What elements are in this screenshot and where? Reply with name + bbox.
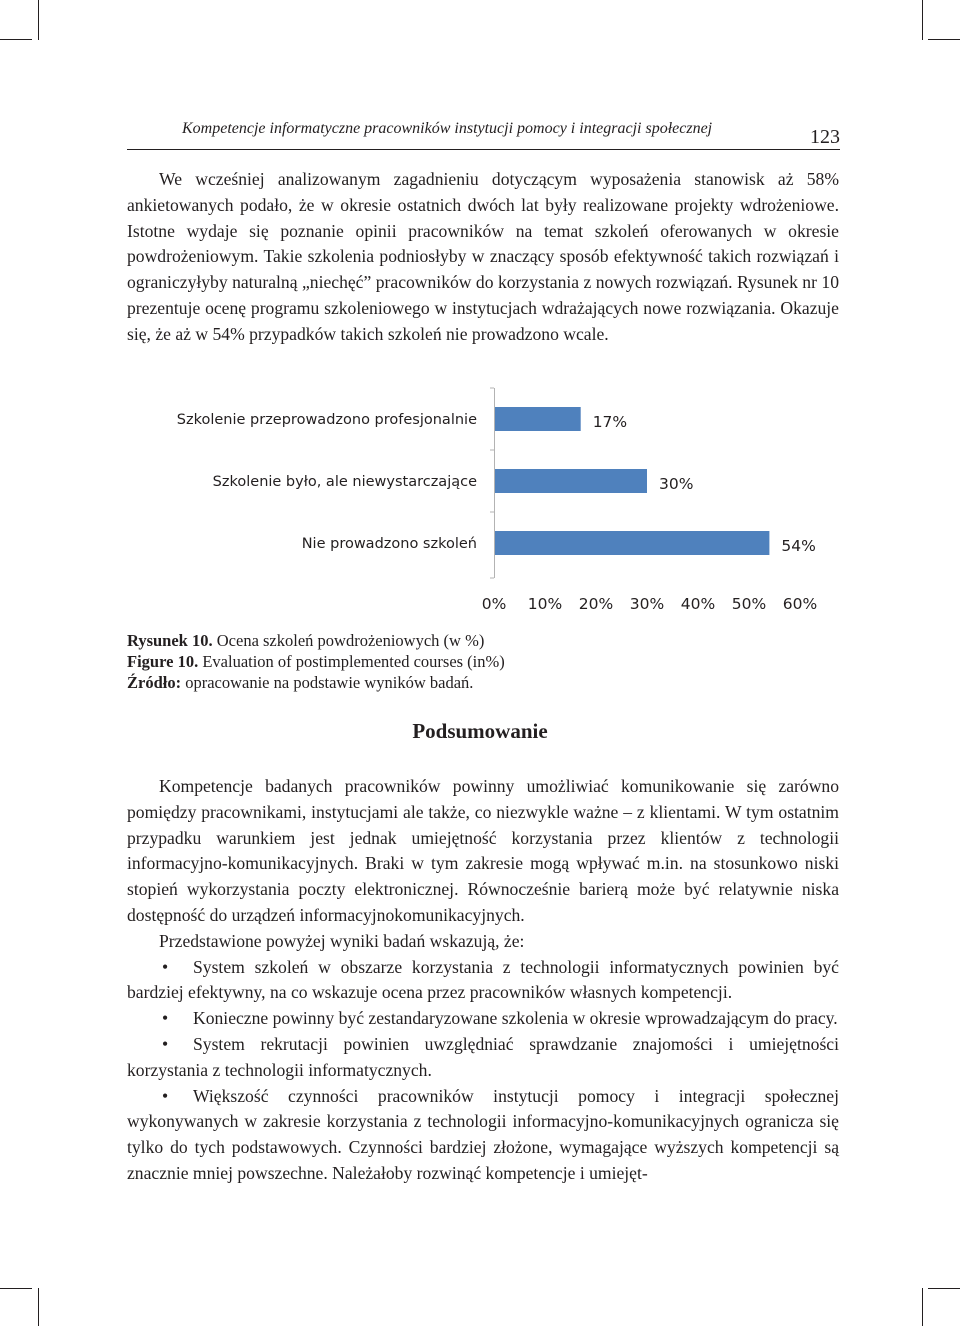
running-head-title: Kompetencje informatyczne pracowników instytucji pomocy i integracji społecznej: [182, 120, 713, 137]
caption-source-text: opracowanie na podstawie wyników badań.: [185, 673, 474, 692]
caption-source: [127, 672, 505, 693]
intro-text: [127, 167, 839, 348]
data-label: 17%: [592, 413, 628, 431]
category-label: Nie prowadzono szkoleń: [301, 536, 477, 552]
x-tick-label: 20%: [578, 595, 614, 613]
section-title: Podsumowanie: [412, 719, 548, 743]
bar: [495, 531, 769, 555]
x-tick-label: 40%: [680, 595, 716, 613]
category-label: Szkolenie było, ale niewystarczające: [212, 474, 477, 490]
x-tick-label: 0%: [481, 595, 507, 613]
caption-figure-en: [127, 651, 505, 672]
figure-caption: [127, 630, 505, 693]
data-label: 54%: [781, 537, 816, 555]
x-tick-label: 50%: [731, 595, 767, 613]
crop-mark-top-right-vertical: [922, 0, 923, 40]
bullet-symbol: •: [162, 1008, 169, 1029]
bullet-text: Konieczne powinny być zestandaryzowane szkolenia w okresie wprowadzającym do pracy.: [193, 1008, 838, 1029]
crop-mark-bottom-right-vertical: [922, 1288, 923, 1326]
summary-text: [127, 774, 839, 1187]
crop-mark-bottom-right-horizontal: [928, 1288, 960, 1289]
bullet-item: [127, 955, 839, 1007]
x-tick-label: 30%: [629, 595, 665, 613]
page-number: 123: [810, 126, 840, 148]
crop-mark-top-left-horizontal: [0, 39, 32, 40]
caption-figure-pl-text: Ocena szkoleń powdrożeniowych (w %): [216, 631, 485, 650]
caption-figure-pl: [127, 630, 505, 651]
bullet-symbol: •: [162, 956, 169, 977]
category-label: Szkolenie przeprowadzono profesjonalnie: [176, 412, 477, 428]
crop-mark-top-left-vertical: [38, 0, 39, 40]
bar: [495, 469, 647, 493]
crop-mark-bottom-left-horizontal: [0, 1288, 32, 1289]
bullet-text: System szkoleń w obszarze korzystania z technologii informatycznych powinien być bardziej efektywny, na co wskazuje ocena przez pracowników własnych kompetencji.: [127, 956, 839, 1003]
bullet-text: Większość czynności pracowników instytucji pomocy i integracji społecznej wykonywanych w zakresie korzystania z technologii informacyjno-komunikacyjnych ogranicza się tylko do tych podstawowych. Czynności bardziej złożone, wymagające wyższych kompetencji są znacznie mniej powszechne. Należałoby rozwinąć kompetencje i umiejęt-: [127, 1085, 839, 1183]
x-tick-label: 10%: [527, 595, 563, 613]
caption-figure-en-label: Figure 10.: [127, 652, 199, 671]
data-label: 30%: [659, 475, 694, 493]
bullet-item: [127, 1006, 839, 1032]
crop-mark-bottom-left-vertical: [38, 1288, 39, 1326]
bullet-symbol: •: [162, 1033, 169, 1054]
summary-paragraph-2: Przedstawione powyżej wyniki badań wskazują, że:: [159, 930, 525, 951]
bullet-item: [127, 1032, 839, 1084]
bullet-item: [127, 1084, 839, 1187]
bullet-text: System rekrutacji powinien uwzględniać sprawdzanie znajomości i umiejętności korzystania z technologii informatycznych.: [127, 1033, 839, 1080]
x-tick-label: 60%: [782, 595, 818, 613]
bullet-symbol: •: [162, 1085, 169, 1106]
caption-figure-en-text: Evaluation of postimplemented courses (in%): [202, 652, 505, 671]
caption-figure-pl-label: Rysunek 10.: [127, 631, 213, 650]
caption-source-label: Źródło:: [127, 673, 182, 692]
crop-mark-top-right-horizontal: [928, 39, 960, 40]
bar: [495, 407, 581, 431]
summary-paragraph-1: Kompetencje badanych pracowników powinny umożliwiać komunikowanie się zarówno pomiędzy pracownikami, instytucjami ale także, co niezwykle ważne – z klientami. W tym ostatnim przypadku warunkiem jest jednak umiejętność korzystania przez klientów z technologii informacyjno-komunikacyjnych. Braki w tym zakresie mogą wpływać m.in. na stosunkowo niski stopień wykorzystania poczty elektronicznej. Równocześnie barierą może być relatywnie niska dostępność do urządzeń informacyjnokomunikacyjnych.: [127, 776, 839, 925]
intro-paragraph: We wcześniej analizowanym zagadnieniu dotyczącym wyposażenia stanowisk aż 58% ankietowanych podało, że w okresie ostatnich dwóch lat były realizowane projekty wdrożeniowe. Istotne wydaje się poznanie opinii pracowników na temat szkoleń oferowanych w okresie powdrożeniowym. Takie szkolenia podniosłyby w znaczący sposób efektywność takich rozwiązań i ograniczyłyby naturalną „niechęć” pracowników do korzystania z nowych rozwiązań. Rysunek nr 10 prezentuje ocenę programu szkoleniowego w instytucjach wdrażających nowe rozwiązania. Okazuje się, że aż w 54% przypadków takich szkoleń nie prowadzono wcale.: [127, 169, 839, 344]
running-head: [127, 115, 840, 150]
